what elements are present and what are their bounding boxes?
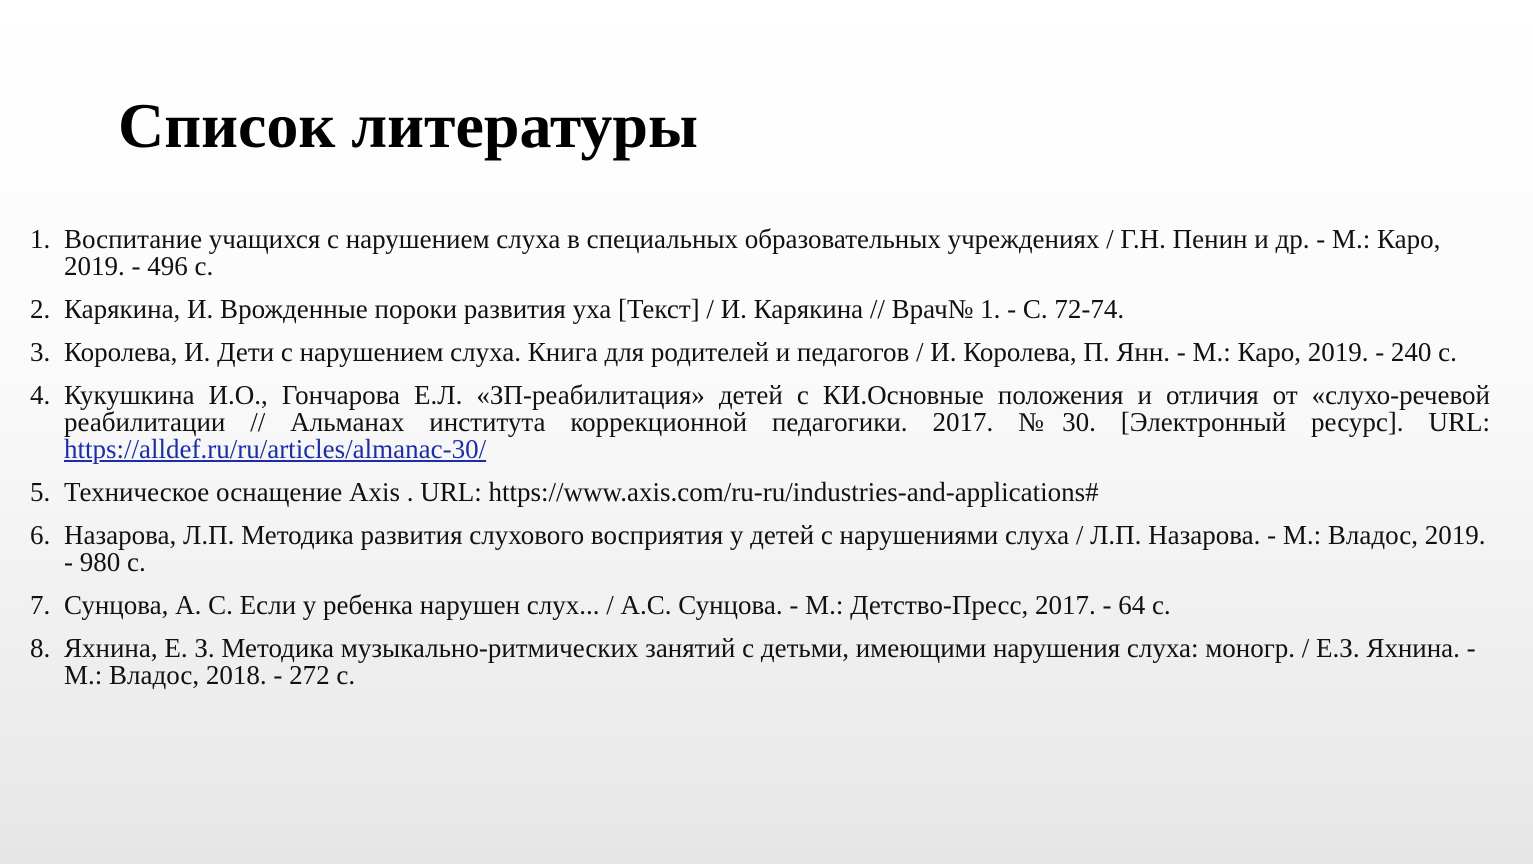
reference-item-4 <box>30 382 1490 463</box>
reference-text: Яхнина, Е. З. Методика музыкально-ритмических занятий с детьми, имеющими нарушения слуха: моногр. / Е.З. Яхнина. - М.: Владос, 2018. - 272 с. <box>64 633 1476 690</box>
reference-item-5 <box>30 479 1490 506</box>
reference-item-7 <box>30 592 1490 619</box>
reference-number: 1. <box>30 224 51 254</box>
reference-text: Сунцова, А. С. Если у ребенка нарушен слух... / А.С. Сунцова. - М.: Детство-Пресс, 2017. - 64 с. <box>64 590 1171 620</box>
reference-text: Техническое оснащение Axis . URL: https://www.axis.com/ru-ru/industries-and-applications# <box>64 477 1099 507</box>
reference-text: Воспитание учащихся с нарушением слуха в специальных образовательных учреждениях / Г.Н. Пенин и др. - М.: Каро, 2019. - 496 с. <box>64 224 1441 281</box>
almanac-link[interactable]: https://alldef.ru/ru/articles/almanac-30/ <box>64 434 487 464</box>
reference-number: 3. <box>30 337 51 367</box>
reference-text: Карякина, И. Врожденные пороки развития уха [Текст] / И. Карякина // Врач№ 1. - С. 72-74. <box>64 294 1125 324</box>
reference-number: 4. <box>30 380 51 410</box>
reference-number: 6. <box>30 520 51 550</box>
reference-item-3 <box>30 339 1490 366</box>
reference-text: Кукушкина И.О., Гончарова Е.Л. «ЗП-реабилитация» детей с КИ.Основные положения и отличия от «слухо-речевой реабилитации // Альманах института коррекционной педагогики. 2017. №30. [Электронный ресурс]. URL: <box>64 380 1490 437</box>
reference-list <box>30 226 1490 705</box>
reference-item-2 <box>30 296 1490 323</box>
reference-item-6 <box>30 522 1490 576</box>
reference-text: Королева, И. Дети с нарушением слуха. Книга для родителей и педагогов / И. Королева, П. Янн. - М.: Каро, 2019. - 240 с. <box>64 337 1457 367</box>
reference-number: 2. <box>30 294 51 324</box>
reference-number: 5. <box>30 477 51 507</box>
slide-title: Список литературы <box>118 90 698 161</box>
reference-item-8 <box>30 635 1490 689</box>
reference-text: Назарова, Л.П. Методика развития слухового восприятия у детей с нарушениями слуха / Л.П. Назарова. - М.: Владос, 2019. - 980 с. <box>64 520 1486 577</box>
reference-number: 7. <box>30 590 51 620</box>
reference-item-1 <box>30 226 1490 280</box>
reference-number: 8. <box>30 633 51 663</box>
